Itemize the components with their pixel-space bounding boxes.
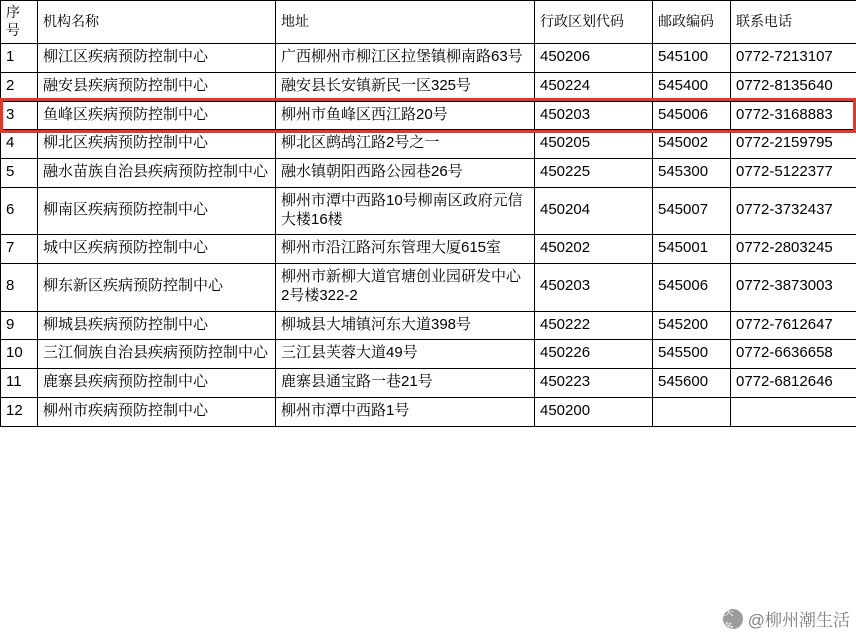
watermark-text: @柳州潮生活 bbox=[747, 611, 850, 630]
cell-name: 鹿寨县疾病预防控制中心 bbox=[38, 369, 276, 398]
cell-index: 5 bbox=[1, 159, 38, 188]
cell-index: 9 bbox=[1, 311, 38, 340]
cell-phone: 0772-6812646 bbox=[731, 369, 856, 398]
cell-postcode bbox=[653, 397, 731, 426]
cell-district-code: 450202 bbox=[535, 235, 653, 264]
cell-postcode: 545600 bbox=[653, 369, 731, 398]
cell-index: 4 bbox=[1, 130, 38, 159]
cell-postcode: 545500 bbox=[653, 340, 731, 369]
cell-postcode: 545001 bbox=[653, 235, 731, 264]
cell-postcode: 545002 bbox=[653, 130, 731, 159]
cell-address: 广西柳州市柳江区拉堡镇柳南路63号 bbox=[276, 44, 535, 73]
table-row bbox=[1, 130, 856, 159]
cell-name: 柳北区疾病预防控制中心 bbox=[38, 130, 276, 159]
table-row bbox=[1, 340, 856, 369]
cell-district-code: 450206 bbox=[535, 44, 653, 73]
cell-district-code: 450203 bbox=[535, 264, 653, 312]
cell-district-code: 450205 bbox=[535, 130, 653, 159]
column-header-index: 序号 bbox=[1, 1, 38, 44]
cell-phone: 0772-3873003 bbox=[731, 264, 856, 312]
column-header-name: 机构名称 bbox=[38, 1, 276, 44]
column-header-postcode: 邮政编码 bbox=[653, 1, 731, 44]
cell-name: 三江侗族自治县疾病预防控制中心 bbox=[38, 340, 276, 369]
cell-index: 3 bbox=[1, 101, 38, 130]
cell-district-code: 450222 bbox=[535, 311, 653, 340]
cell-address: 融安县长安镇新民一区325号 bbox=[276, 72, 535, 101]
cell-index: 11 bbox=[1, 369, 38, 398]
cell-name: 柳江区疾病预防控制中心 bbox=[38, 44, 276, 73]
cell-phone: 0772-7213107 bbox=[731, 44, 856, 73]
cell-phone: 0772-3732437 bbox=[731, 187, 856, 235]
cell-postcode: 545006 bbox=[653, 101, 731, 130]
cell-district-code: 450226 bbox=[535, 340, 653, 369]
cell-district-code: 450200 bbox=[535, 397, 653, 426]
table-row bbox=[1, 187, 856, 235]
toutiao-logo-icon: 头条 bbox=[723, 609, 743, 629]
table-header-row bbox=[1, 1, 856, 44]
table-row bbox=[1, 235, 856, 264]
cell-address: 柳州市沿江路河东管理大厦615室 bbox=[276, 235, 535, 264]
table-row bbox=[1, 369, 856, 398]
cell-phone: 0772-5122377 bbox=[731, 159, 856, 188]
cell-name: 柳州市疾病预防控制中心 bbox=[38, 397, 276, 426]
cell-name: 城中区疾病预防控制中心 bbox=[38, 235, 276, 264]
cell-index: 7 bbox=[1, 235, 38, 264]
cell-postcode: 545007 bbox=[653, 187, 731, 235]
cell-name: 融水苗族自治县疾病预防控制中心 bbox=[38, 159, 276, 188]
table-row-highlighted bbox=[1, 101, 856, 130]
cell-phone: 0772-3168883 bbox=[731, 101, 856, 130]
cell-name: 柳东新区疾病预防控制中心 bbox=[38, 264, 276, 312]
cell-name: 鱼峰区疾病预防控制中心 bbox=[38, 101, 276, 130]
cell-address: 融水镇朝阳西路公园巷26号 bbox=[276, 159, 535, 188]
cell-phone: 0772-2159795 bbox=[731, 130, 856, 159]
table-header bbox=[1, 1, 856, 44]
cell-phone: 0772-8135640 bbox=[731, 72, 856, 101]
cell-address: 柳州市鱼峰区西江路20号 bbox=[276, 101, 535, 130]
cell-phone bbox=[731, 397, 856, 426]
cell-district-code: 450223 bbox=[535, 369, 653, 398]
cell-address: 柳城县大埔镇河东大道398号 bbox=[276, 311, 535, 340]
cell-postcode: 545200 bbox=[653, 311, 731, 340]
cell-postcode: 545100 bbox=[653, 44, 731, 73]
cell-address: 柳州市新柳大道官塘创业园研发中心2号楼322-2 bbox=[276, 264, 535, 312]
column-header-address: 地址 bbox=[276, 1, 535, 44]
table-row bbox=[1, 311, 856, 340]
cell-postcode: 545300 bbox=[653, 159, 731, 188]
cell-address: 柳北区鹧鸪江路2号之一 bbox=[276, 130, 535, 159]
cell-index: 12 bbox=[1, 397, 38, 426]
cell-phone: 0772-2803245 bbox=[731, 235, 856, 264]
cell-phone: 0772-6636658 bbox=[731, 340, 856, 369]
table-row bbox=[1, 397, 856, 426]
cell-index: 10 bbox=[1, 340, 38, 369]
cell-index: 6 bbox=[1, 187, 38, 235]
table-row bbox=[1, 44, 856, 73]
cell-postcode: 545006 bbox=[653, 264, 731, 312]
cell-address: 柳州市潭中西路10号柳南区政府元信大楼16楼 bbox=[276, 187, 535, 235]
cell-index: 2 bbox=[1, 72, 38, 101]
cell-district-code: 450224 bbox=[535, 72, 653, 101]
cell-name: 柳南区疾病预防控制中心 bbox=[38, 187, 276, 235]
cell-name: 柳城县疾病预防控制中心 bbox=[38, 311, 276, 340]
cell-postcode: 545400 bbox=[653, 72, 731, 101]
cell-district-code: 450203 bbox=[535, 101, 653, 130]
column-header-district-code: 行政区划代码 bbox=[535, 1, 653, 44]
cell-address: 鹿寨县通宝路一巷21号 bbox=[276, 369, 535, 398]
cell-district-code: 450225 bbox=[535, 159, 653, 188]
table-row bbox=[1, 72, 856, 101]
table-row bbox=[1, 264, 856, 312]
cell-index: 8 bbox=[1, 264, 38, 312]
watermark bbox=[722, 605, 850, 634]
cell-address: 三江县芙蓉大道49号 bbox=[276, 340, 535, 369]
column-header-phone: 联系电话 bbox=[731, 1, 856, 44]
table-row bbox=[1, 159, 856, 188]
table-body bbox=[1, 44, 856, 427]
cell-name: 融安县疾病预防控制中心 bbox=[38, 72, 276, 101]
cell-phone: 0772-7612647 bbox=[731, 311, 856, 340]
cell-address: 柳州市潭中西路1号 bbox=[276, 397, 535, 426]
cell-index: 1 bbox=[1, 44, 38, 73]
cell-district-code: 450204 bbox=[535, 187, 653, 235]
